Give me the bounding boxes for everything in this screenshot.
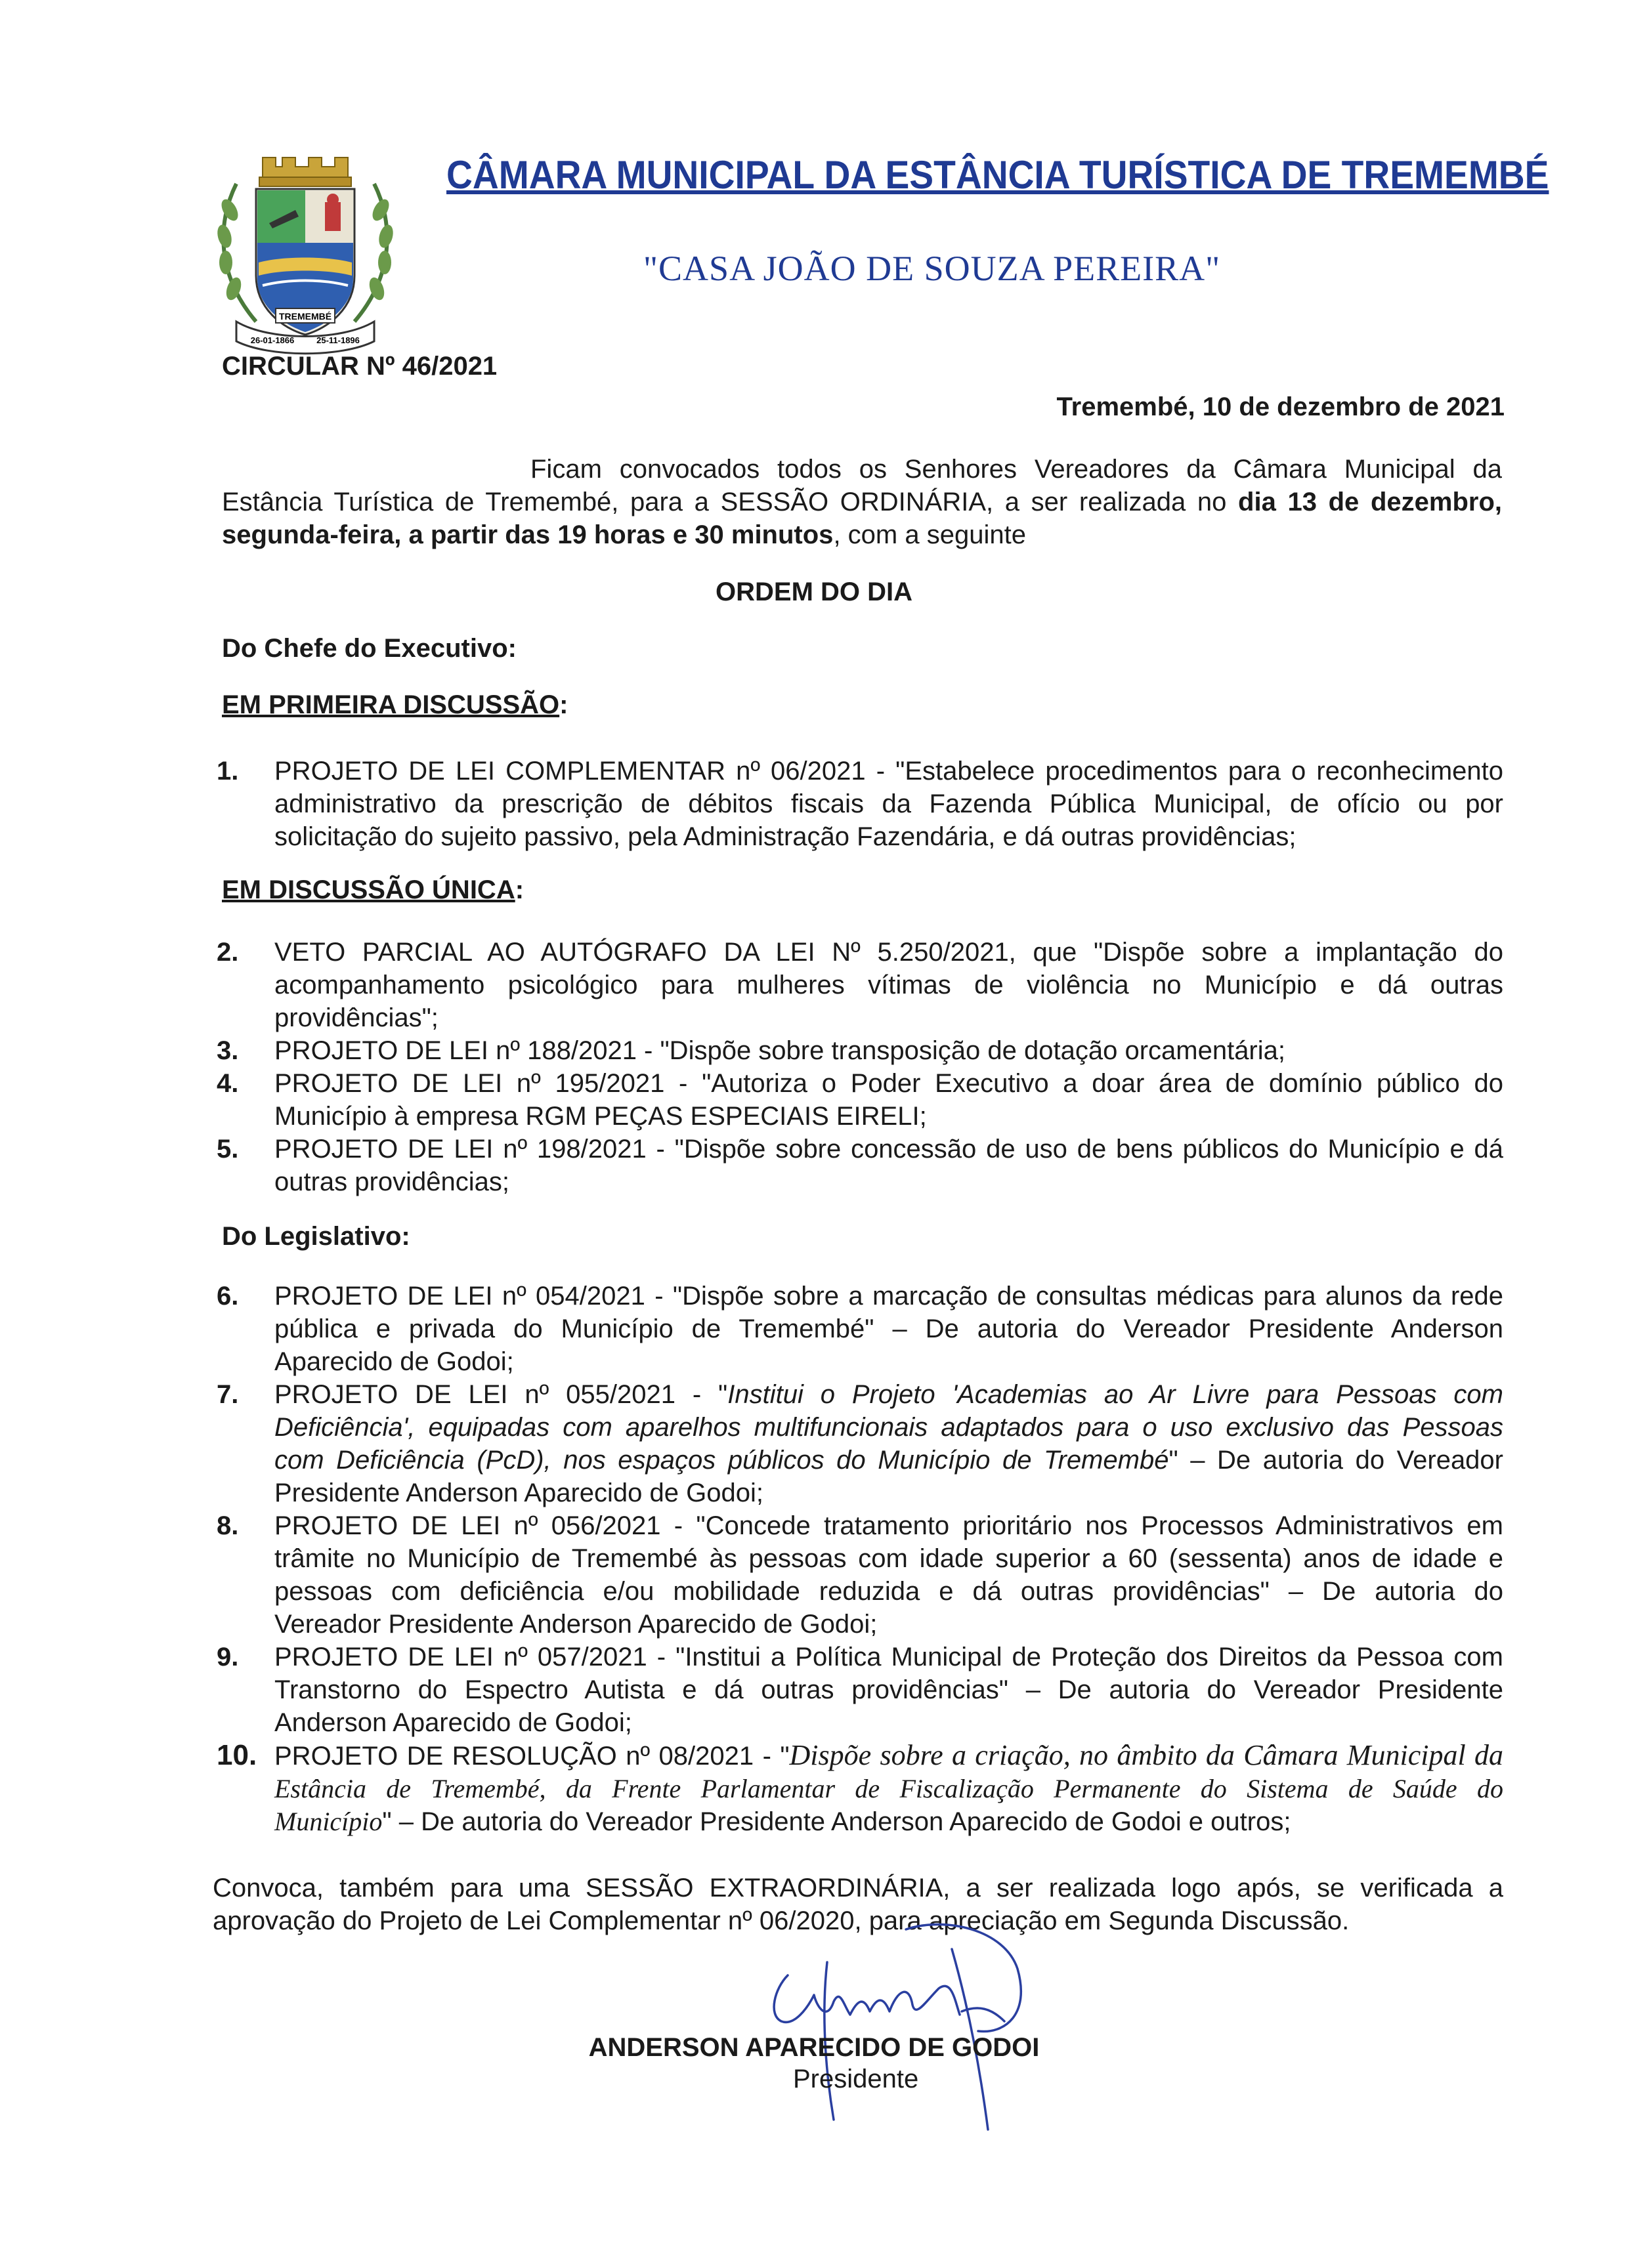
intro-line-2-text: Estância Turística de Tremembé, para a SESSÃO ORDINÁRIA, a ser realizada no [222,488,1239,516]
item-line [274,1805,1503,1838]
item-line: PROJETO DE LEI COMPLEMENTAR nº 06/2021 - "Estabelece procedimentos para o reconhecimento [274,757,1503,786]
item-number: 3. [217,1036,239,1065]
section-first-discussion-colon: : [559,690,568,719]
agenda-title: ORDEM DO DIA [716,578,912,606]
section-first-discussion-label: EM PRIMEIRA DISCUSSÃO [222,690,560,719]
handwritten-signature [729,1890,1096,2139]
item-number: 1. [217,757,239,786]
item-number: 6. [217,1282,239,1311]
agenda-item-7 [217,1378,1503,1509]
item-line: PROJETO DE LEI nº 057/2021 - "Institui a Política Municipal de Proteção dos Direitos da Pessoa com [274,1643,1503,1671]
item-line: PROJETO DE LEI nº 054/2021 - "Dispõe sobre a marcação de consultas médicas para alunos da rede [274,1282,1503,1311]
item-number: 8. [217,1511,239,1540]
item-line-italic: Dispõe sobre a criação, no âmbito da Câmara Municipal da [789,1739,1503,1771]
intro-paragraph [222,453,1502,551]
item-line [274,1444,1503,1477]
item-line: PROJETO DE LEI nº 198/2021 - "Dispõe sobre concessão de uso de bens públicos do Município e dá [274,1135,1503,1164]
crest-date-right: 25-11-1896 [316,335,360,345]
agenda-item-6 [217,1280,1503,1378]
intro-session-time: segunda-feira, a partir das 19 horas e 30 minutos [222,520,834,549]
section-executive: Do Chefe do Executivo: [222,634,517,663]
item-number: 2. [217,938,239,967]
item-line-italic: Município [274,1807,383,1836]
item-line [274,1378,1503,1411]
intro-session-date: dia 13 de dezembro, [1238,488,1503,516]
agenda-item-3 [217,1034,1503,1067]
closing-line-2: aprovação do Projeto de Lei Complementar nº 06/2020, para apreciação em Segunda Discussão. [213,1906,1350,1935]
section-single-discussion-colon: : [515,875,525,904]
item-number: 10. [217,1739,257,1771]
intro-line-3-text: , com a seguinte [833,520,1026,549]
item-number: 5. [217,1135,239,1164]
chamber-title: CÂMARA MUNICIPAL DA ESTÂNCIA TURÍSTICA DE TREMEMBÉ [446,153,1549,197]
item-line: acompanhamento psicológico para mulheres vítimas de violência no Município e dá outras [274,971,1503,999]
item-number: 7. [217,1380,239,1409]
item-line: outras providências; [274,1167,509,1196]
item-line-end: " – De autoria do Vereador Presidente Anderson Aparecido de Godoi e outros; [382,1807,1291,1836]
document-date: Tremembé, 10 de dezembro de 2021 [1056,392,1505,421]
crest-date-left: 26-01-1866 [250,335,295,345]
item-line: administrativo da prescrição de débitos fiscais da Fazenda Pública Municipal, de ofício ou por [274,789,1503,818]
item-line-italic: com Deficiência (PcD), nos espaços públicos do Município de Tremembé [274,1446,1169,1475]
signature-drawing [729,1890,1096,2139]
item-line: providências"; [274,1003,439,1032]
closing-line-1: Convoca, também para uma SESSÃO EXTRAORDINÁRIA, a ser realizada logo após, se verificada a [213,1874,1503,1902]
item-line: solicitação do sujeito passivo, pela Administração Fazendária, e dá outras providências; [274,822,1296,851]
intro-line-2 [222,486,1502,518]
item-line-start: PROJETO DE RESOLUÇÃO nº 08/2021 - " [274,1742,790,1771]
item-line: Município à empresa RGM PEÇAS ESPECIAIS EIRELI; [274,1102,927,1131]
circular-number: CIRCULAR Nº 46/2021 [222,352,498,381]
agenda-item-10 [217,1739,1503,1838]
item-line [274,1739,1503,1773]
item-number: 4. [217,1069,239,1098]
crest-name-banner: TREMEMBÉ [278,311,332,322]
item-line: Transtorno do Espectro Autista e dá outras providências" – De autoria do Vereador Presidente [274,1675,1503,1704]
item-line-end: " – De autoria do Vereador [1168,1446,1503,1475]
item-line: Estância de Tremembé, da Frente Parlamentar de Fiscalização Permanente do Sistema de Saúde do [274,1774,1503,1803]
item-line: PROJETO DE LEI nº 188/2021 - "Dispõe sobre transposição de dotação orcamentária; [274,1036,1285,1065]
item-line: Deficiência', equipadas com aparelhos multifuncionais adaptados para o uso exclusivo das Pessoas [274,1413,1503,1442]
section-legislative: Do Legislativo: [222,1222,410,1251]
item-line: Anderson Aparecido de Godoi; [274,1708,632,1737]
section-single-discussion [222,875,524,905]
item-line: pessoas com deficiência e/ou mobilidade reduzida e dá outras providências" – De autoria do [274,1577,1503,1606]
item-line: Aparecido de Godoi; [274,1347,514,1376]
agenda-item-5 [217,1133,1503,1198]
crest-image [210,144,400,361]
agenda-item-4 [217,1067,1503,1133]
item-line: trâmite no Município de Tremembé às pessoas com idade superior a 60 (sessenta) anos de idade e [274,1544,1503,1573]
item-line-italic: Institui o Projeto 'Academias ao Ar Livre para Pessoas com [727,1380,1503,1409]
signatory-name: ANDERSON APARECIDO DE GODOI [588,2033,1040,2062]
agenda-item-1 [217,755,1503,853]
section-first-discussion [222,690,568,720]
municipal-crest [210,144,400,361]
agenda-item-2 [217,936,1503,1034]
item-line: VETO PARCIAL AO AUTÓGRAFO DA LEI Nº 5.250/2021, que "Dispõe sobre a implantação do [274,938,1503,967]
section-single-discussion-label: EM DISCUSSÃO ÚNICA [222,875,515,904]
item-line: pública e privada do Município de Tremembé" – De autoria do Vereador Presidente Anderson [274,1314,1503,1343]
item-line: PROJETO DE LEI nº 056/2021 - "Concede tratamento prioritário nos Processos Administrativos em [274,1511,1503,1540]
agenda-item-8 [217,1509,1503,1641]
house-name: "CASA JOÃO DE SOUZA PEREIRA" [643,249,1221,288]
item-number: 9. [217,1643,239,1671]
item-line: Vereador Presidente Anderson Aparecido de Godoi; [274,1610,878,1639]
intro-line-1: Ficam convocados todos os Senhores Vereadores da Câmara Municipal da [530,455,1502,484]
item-line-start: PROJETO DE LEI nº 055/2021 - " [274,1380,728,1409]
item-line: Presidente Anderson Aparecido de Godoi; [274,1479,763,1507]
agenda-item-9 [217,1641,1503,1739]
item-line: PROJETO DE LEI nº 195/2021 - "Autoriza o Poder Executivo a doar área de domínio público do [274,1069,1503,1098]
signatory-role: Presidente [793,2065,919,2093]
intro-line-3 [222,518,1502,551]
